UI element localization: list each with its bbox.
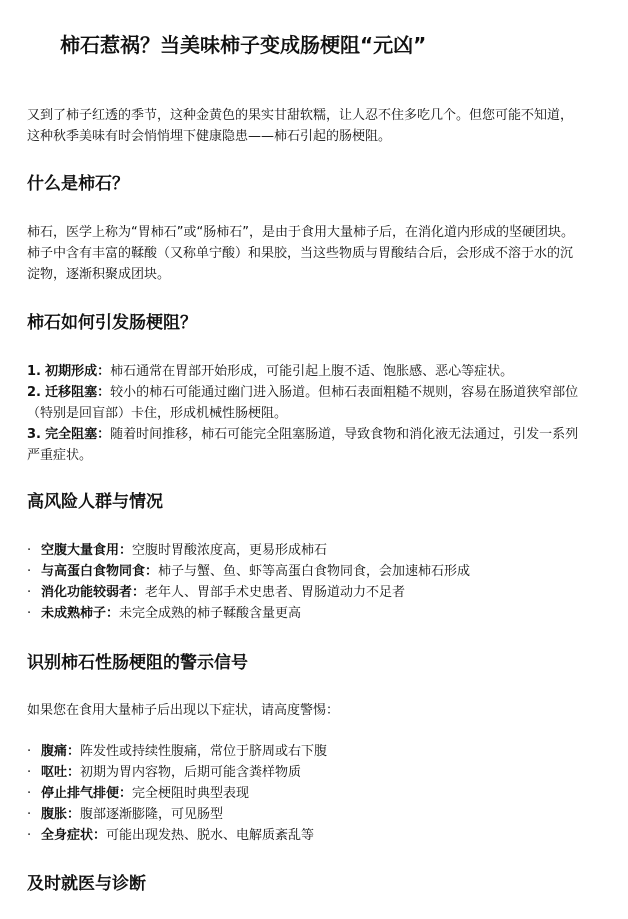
- step-number: 1.: [27, 364, 41, 379]
- article-title: 柿石惹祸？当美味柿子变成肠梗阻“元凶”: [60, 33, 427, 57]
- list-item: [27, 361, 583, 382]
- item-label: 腹胀：: [41, 807, 81, 822]
- item-label: 腹痛：: [41, 744, 81, 759]
- section-heading-how-obstruction: 柿石如何引发肠梗阻？: [27, 313, 197, 333]
- warning-signs-list: [27, 741, 583, 846]
- item-text: 可能出现发热、脱水、电解质紊乱等: [106, 828, 315, 843]
- section-heading-warning-signs: 识别柿石性肠梗阻的警示信号: [27, 653, 248, 673]
- bullet-icon: ·: [27, 543, 32, 558]
- item-text: 空腹时胃酸浓度高，更易形成柿石: [132, 543, 328, 558]
- bullet-icon: ·: [27, 786, 32, 801]
- item-label: 呕吐：: [41, 765, 81, 780]
- step-number: 2.: [27, 385, 41, 400]
- bullet-icon: ·: [27, 564, 32, 579]
- step-label: 迁移阻塞：: [45, 385, 111, 400]
- step-number: 3.: [27, 427, 41, 442]
- list-item: [27, 561, 583, 582]
- bullet-icon: ·: [27, 765, 32, 780]
- item-label: 全身症状：: [41, 828, 107, 843]
- item-label: 空腹大量食用：: [41, 543, 133, 558]
- section-heading-diagnosis: 及时就医与诊断: [27, 874, 146, 894]
- item-label: 与高蛋白食物同食：: [41, 564, 159, 579]
- intro-paragraph: 又到了柿子红透的季节，这种金黄色的果实甘甜软糯，让人忍不住多吃几个。但您可能不知道，这种秋季美味有时会悄悄埋下健康隐患——柿石引起的肠梗阻。: [27, 108, 574, 144]
- item-label: 停止排气排便：: [41, 786, 133, 801]
- obstruction-steps-list: [27, 361, 583, 466]
- list-item: [27, 825, 583, 846]
- bullet-icon: ·: [27, 585, 32, 600]
- list-item: [27, 741, 583, 762]
- item-text: 完全梗阻时典型表现: [132, 786, 250, 801]
- bullet-icon: ·: [27, 744, 32, 759]
- item-text: 初期为胃内容物，后期可能含粪样物质: [80, 765, 302, 780]
- item-text: 老年人、胃部手术史患者、胃肠道动力不足者: [145, 585, 406, 600]
- risk-groups-list: [27, 540, 583, 624]
- section-heading-risk-groups: 高风险人群与情况: [27, 492, 163, 512]
- item-text: 阵发性或持续性腹痛，常位于脐周或右下腹: [80, 744, 328, 759]
- section-heading-what-is: 什么是柿石？: [27, 174, 129, 194]
- step-text: 柿石通常在胃部开始形成，可能引起上腹不适、饱胀感、恶心等症状。: [110, 364, 514, 379]
- bullet-icon: ·: [27, 807, 32, 822]
- list-item: [27, 804, 583, 825]
- list-item: [27, 762, 583, 783]
- list-item: [27, 783, 583, 804]
- bullet-icon: ·: [27, 828, 32, 843]
- item-text: 柿子与蟹、鱼、虾等高蛋白食物同食，会加速柿石形成: [158, 564, 471, 579]
- item-label: 未成熟柿子：: [41, 606, 120, 621]
- step-text: 随着时间推移，柿石可能完全阻塞肠道，导致食物和消化液无法通过，引发一系列严重症状。: [27, 427, 579, 463]
- item-label: 消化功能较弱者：: [41, 585, 146, 600]
- list-item: [27, 582, 583, 603]
- list-item: [27, 603, 583, 624]
- list-item: [27, 424, 583, 466]
- step-text: 较小的柿石可能通过幽门进入肠道。但柿石表面粗糙不规则，容易在肠道狭窄部位（特别是回盲部）卡住，形成机械性肠梗阻。: [27, 385, 579, 421]
- bullet-icon: ·: [27, 606, 32, 621]
- section-what-is-body: 柿石，医学上称为“胃柿石”或“肠柿石”，是由于食用大量柿子后，在消化道内形成的坚硬团块。柿子中含有丰富的鞣酸（又称单宁酸）和果胶，当这些物质与胃酸结合后，会形成不溶于水的沉淀物，逐渐积聚成团块。: [27, 225, 574, 282]
- item-text: 腹部逐渐膨隆，可见肠型: [80, 807, 224, 822]
- step-label: 初期形成：: [45, 364, 111, 379]
- item-text: 未完全成熟的柿子鞣酸含量更高: [119, 606, 302, 621]
- list-item: [27, 540, 583, 561]
- warning-signs-intro: 如果您在食用大量柿子后出现以下症状，请高度警惕：: [27, 703, 340, 718]
- list-item: [27, 382, 583, 424]
- step-label: 完全阻塞：: [45, 427, 111, 442]
